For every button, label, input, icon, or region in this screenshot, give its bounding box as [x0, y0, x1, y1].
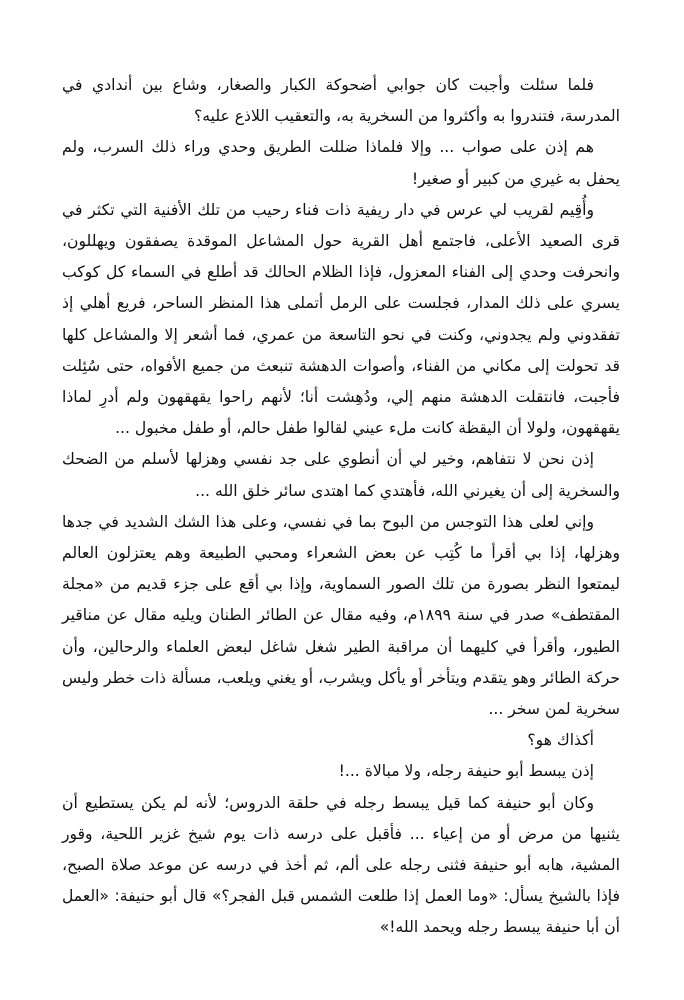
paragraph-6: أكذاك هو؟: [527, 731, 594, 750]
paragraph-4: إذن نحن لا نتفاهم، وخير لي أن أنطوي على جد نفسي وهزلها لأسلم من الضحك والسخرية إلى أن يغيرني الله، فأهتدي كما اهتدى سائر خلق الله ...: [62, 450, 620, 500]
paragraph-1: فلما سئلت وأجبت كان جوابي أضحوكة الكبار والصغار، وشاع بين أندادي في المدرسة، فتندروا به وأكثروا من السخرية به، والتعقيب اللاذع عليه؟: [62, 76, 620, 126]
paragraph-8: وكان أبو حنيفة كما قيل يبسط رجله في حلقة الدروس؛ لأنه لم يكن يستطيع أن يثنيها من مرض أو من إعياء ... فأقبل على درسه ذات يوم شيخ غزير اللحية، وقور المشية، هابه أبو حنيفة فثنى رجله على ألم، ثم أخذ في درسه عن موعد صلاة الصبح، فإذا بالشيخ يسأل: «وما العمل إذا طلعت الشمس قبل الفجر؟» قال أبو حنيفة: «العمل أن أبا حنيفة يبسط رجله ويحمد الله!»: [62, 793, 620, 937]
paragraph-3: وأُقِيم لقريب لي عرس في دار ريفية ذات فناء رحيب من تلك الأفنية التي تكثر في قرى الصعيد الأعلى، فاجتمع أهل القرية حول المشاعل الموقدة يصفقون ويهللون، وانحرفت وحدي إلى الفناء المعزول، فإذا الظلام الحالك قد أطلع في السماء كل كوكب يسري على ذلك المدار، فجلست على الرمل أتملى هذا المنظر الساحر، فريع أهلي إذ تفقدوني ولم يجدوني، وكنت في نحو التاسعة من عمري، فما أشعر إلا والمشاعل كلها قد تحولت إلى مكاني من الفناء، وأصوات الدهشة تنبعث من جميع الأفواه، حتى سُئِلت فأجبت، فانتقلت الدهشة منهم إلي، ودُهِشت أنا؛ لأنهم راحوا يقهقهون ولم أدرِ لماذا يقهقهون، ولولا أن اليقظة كانت ملء عيني لقالوا طفل حالم، أو طفل مخبول ...: [62, 200, 620, 438]
paragraph-2: هم إذن على صواب ... وإلا فلماذا ضللت الطريق وحدي وراء ذلك السرب، ولم يحفل به غيري من كبير أو صغير!: [62, 138, 620, 188]
document-page: [62, 70, 620, 944]
paragraph-7: إذن يبسط أبو حنيفة رجله، ولا مبالاة ...!: [338, 762, 594, 781]
paragraph-5: وإني لعلى هذا التوجس من البوح بما في نفسي، وعلى هذا الشك الشديد في جدها وهزلها، إذا بي أقرأ ما كُتِب عن بعض الشعراء ومحبي الطبيعة وهم يعتزلون العالم ليمتعوا النظر بصورة من تلك الصور السماوية، وإذا بي أقع على جزء قديم من «مجلة المقتطف» صدر في سنة ١٨٩٩م، وفيه مقال عن الطائر الطنان ويليه مقال عن مناقير الطيور، وأقرأ في كليهما أن مراقبة الطير شغل شاغل لبعض العلماء والرحالين، وأن حركة الطائر وهو يتقدم ويتأخر أو يأكل ويشرب، أو يغني ويلعب، مسألة ذات خطر وليس سخرية لمن سخر ...: [62, 512, 620, 719]
